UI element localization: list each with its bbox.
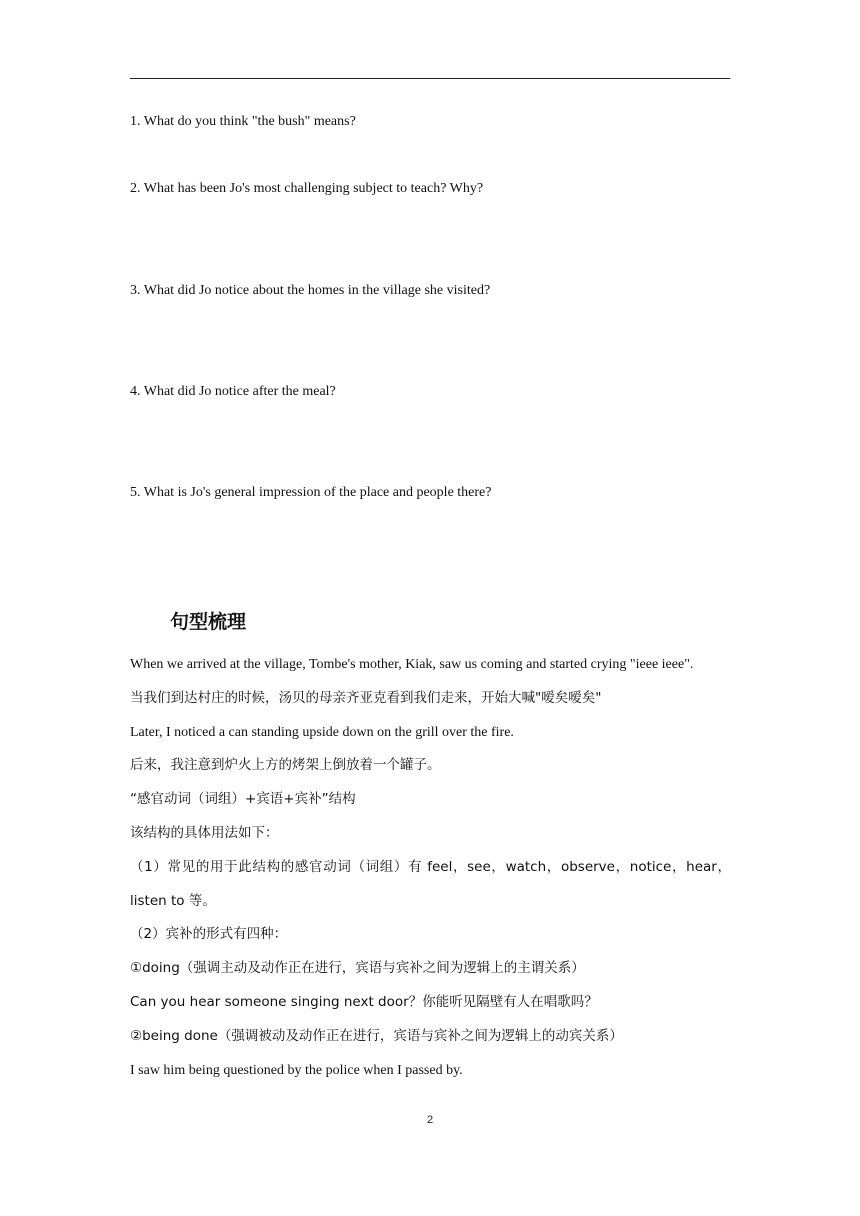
page-number: 2 xyxy=(426,1114,434,1126)
usage-point-1: （1）常见的用于此结构的感官动词（词组）有 feel，see，watch，observe，notice，hear，listen to 等。 xyxy=(130,858,731,909)
question-3: 3. What did Jo notice about the homes in the village she visited? xyxy=(130,283,491,298)
complement-example-2: I saw him being questioned by the police when I passed by. xyxy=(130,1062,463,1078)
usage-intro: 该结构的具体用法如下： xyxy=(130,824,279,841)
question-2: 2. What has been Jo's most challenging subject to teach? Why? xyxy=(130,181,484,196)
complement-form-2: ②being done（强调被动及动作正在进行，宾语与宾补之间为逻辑上的动宾关系） xyxy=(130,1027,623,1044)
example-sentence-1: When we arrived at the village, Tombe's mother, Kiak, saw us coming and started crying "ieee ieee". xyxy=(130,657,694,672)
header-rule xyxy=(130,78,730,79)
question-4: 4. What did Jo notice after the meal? xyxy=(130,384,336,399)
structure-title: “感官动词（词组）+宾语+宾补”结构 xyxy=(130,791,356,808)
question-1: 1. What do you think "the bush" means? xyxy=(130,114,356,129)
section-heading: 句型梳理 xyxy=(170,611,247,633)
sentence-patterns-body xyxy=(130,648,731,1087)
complement-example-1: Can you hear someone singing next door？你能听见隔壁有人在唱歌吗？ xyxy=(130,993,598,1010)
question-5: 5. What is Jo's general impression of the place and people there? xyxy=(130,485,492,500)
example-sentence-2: Later, I noticed a can standing upside down on the grill over the fire. xyxy=(130,724,514,740)
translation-2: 后来，我注意到炉火上方的烤架上倒放着一个罐子。 xyxy=(130,757,441,774)
complement-form-1: ①doing（强调主动及动作正在进行，宾语与宾补之间为逻辑上的主谓关系） xyxy=(130,960,585,977)
usage-point-2: （2）宾补的形式有四种： xyxy=(130,926,288,943)
translation-1: 当我们到达村庄的时候，汤贝的母亲齐亚克看到我们走来，开始大喊"嗳矣嗳矣" xyxy=(130,689,602,706)
